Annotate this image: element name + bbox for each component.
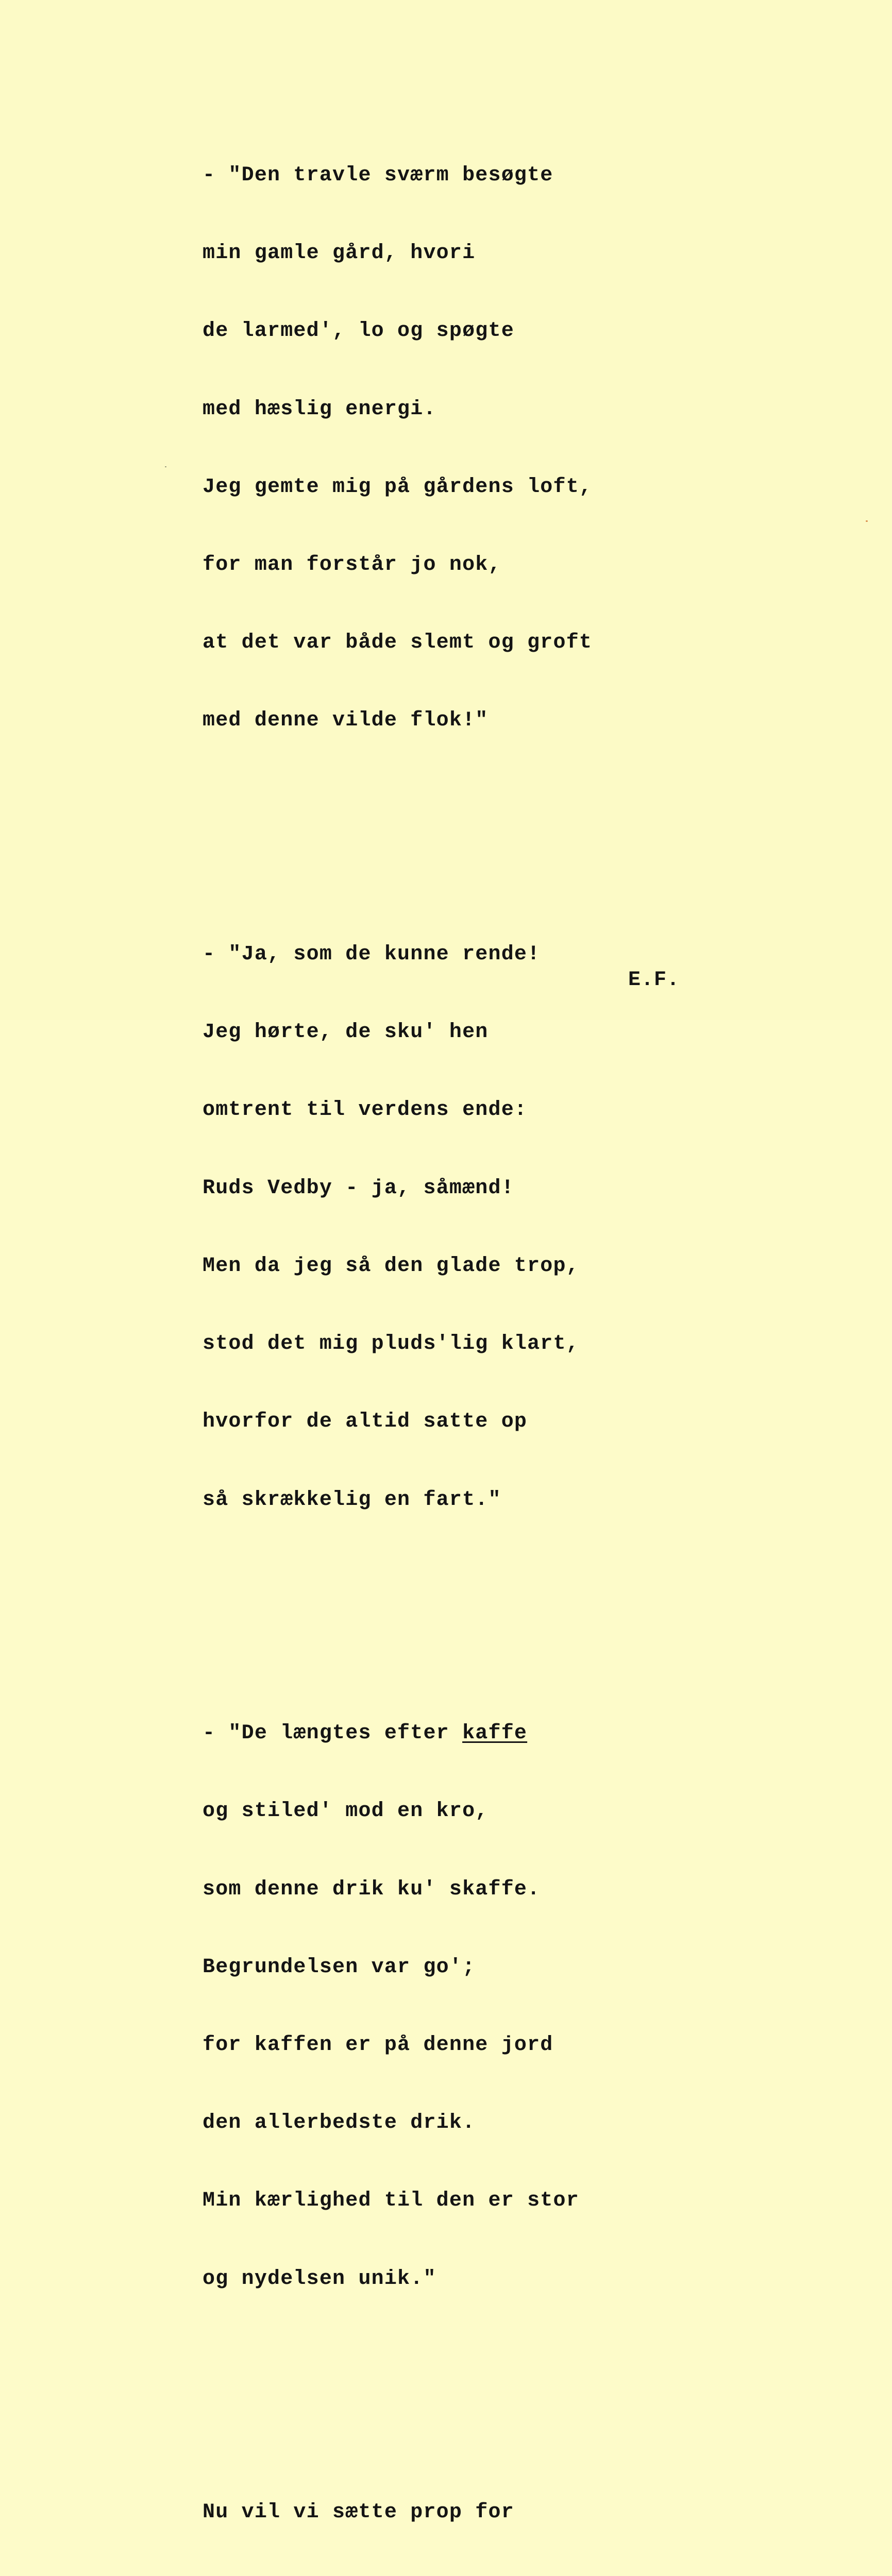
poem: [203, 33, 697, 2576]
poem-line: [203, 1721, 697, 1747]
poem-line: de larmed', lo og spøgte: [203, 319, 514, 343]
poem-line: for man forstår jo nok,: [203, 553, 501, 577]
poem-line: - "Ja, som de kunne rende!: [203, 943, 541, 967]
paper-speck: [165, 466, 166, 467]
poem-line: Ruds Vedby - ja, såmænd!: [203, 1176, 514, 1200]
stanza-2: [203, 890, 697, 1565]
poem-line: Men da jeg så den glade trop,: [203, 1254, 579, 1278]
poem-line: Jeg hørte, de sku' hen: [203, 1021, 489, 1044]
poem-line: Min kærlighed til den er stor: [203, 2189, 579, 2213]
poem-line: med denne vilde flok!": [203, 709, 489, 733]
stanza-3: [203, 1669, 697, 2344]
poem-line: og nydelsen unik.": [203, 2267, 436, 2291]
poem-line: Jeg gemte mig på gårdens loft,: [203, 475, 593, 499]
poem-line: - "Den travle sværm besøgte: [203, 164, 553, 188]
poem-line: med hæslig energi.: [203, 397, 436, 421]
poem-line: og stiled' mod en kro,: [203, 1800, 489, 1823]
poem-line: så skrækkelig en fart.": [203, 1488, 501, 1512]
stanza-4: [203, 2448, 697, 2576]
poem-line: hvorfor de altid satte op: [203, 1410, 528, 1434]
poem-line: Nu vil vi sætte prop for: [203, 2501, 514, 2524]
poem-line: Begrundelsen var go';: [203, 1955, 476, 1979]
stanza-1: [203, 111, 697, 786]
underlined-word: kaffe: [462, 1722, 528, 1745]
paper-speck: [866, 520, 868, 522]
poem-line: den allerbedste drik.: [203, 2111, 476, 2135]
poem-line: omtrent til verdens ende:: [203, 1098, 528, 1122]
poem-line-prefix: - "De længtes efter: [203, 1722, 463, 1745]
poem-line: min gamle gård, hvori: [203, 242, 476, 265]
poem-line: som denne drik ku' skaffe.: [203, 1877, 541, 1901]
poem-line: stod det mig pluds'lig klart,: [203, 1332, 579, 1356]
poem-line: at det var både slemt og groft: [203, 631, 593, 655]
poem-line: for kaffen er på denne jord: [203, 2033, 553, 2057]
signature: E.F.: [628, 969, 680, 992]
